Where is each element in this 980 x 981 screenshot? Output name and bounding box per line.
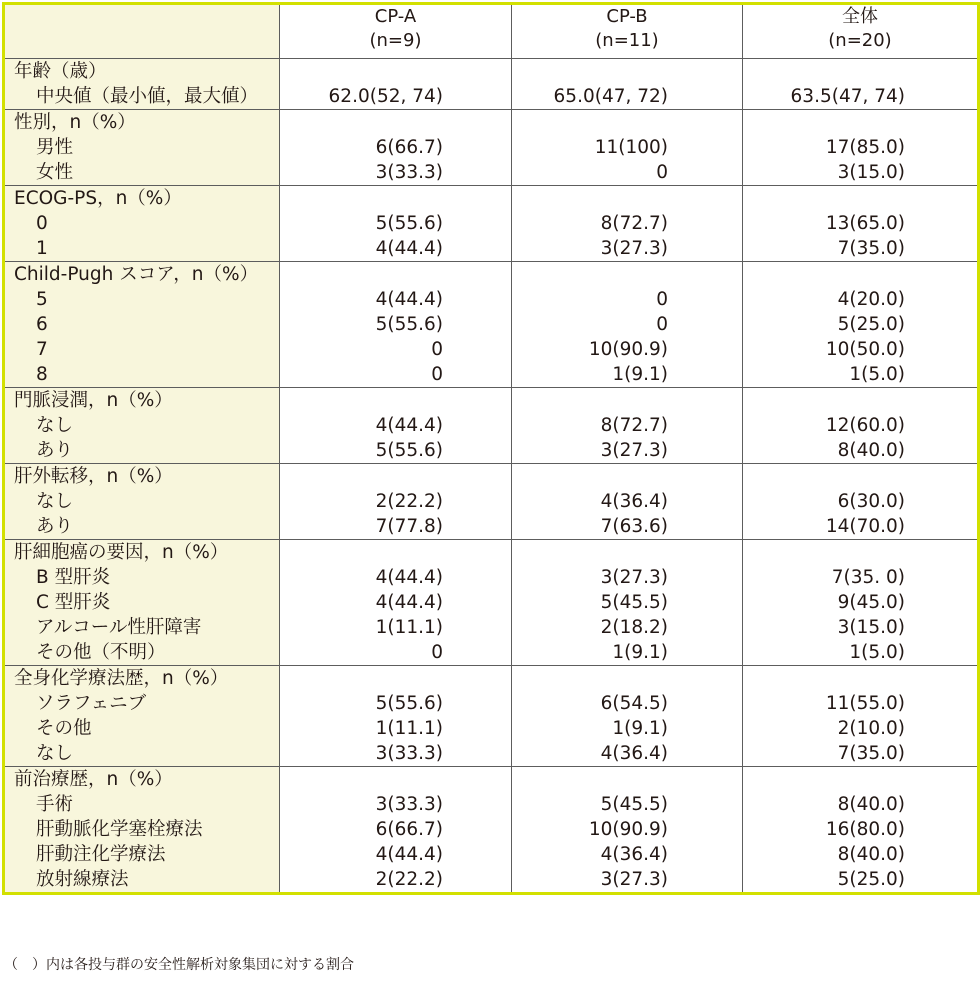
section-title-spacer	[280, 388, 511, 413]
value: 4(44.4)	[375, 289, 443, 310]
value: 10(90.9)	[588, 339, 668, 360]
column-header-count: (n=11)	[595, 30, 659, 51]
value: 1(5.0)	[849, 642, 905, 663]
section-title: ECOG-PS，n（%）	[14, 188, 182, 209]
value: 0	[656, 314, 668, 335]
section-title-spacer	[512, 540, 742, 565]
section-title-spacer	[280, 262, 511, 287]
value: 2(18.2)	[600, 617, 668, 638]
column-header-count: (n=20)	[828, 30, 892, 51]
column-header-name: 全体	[842, 6, 878, 27]
section-title-spacer	[743, 59, 977, 84]
table-section-row	[5, 666, 978, 767]
section-title-spacer	[280, 464, 511, 489]
value: 5(55.6)	[375, 213, 443, 234]
section-title-spacer	[280, 186, 511, 211]
value: 11(55.0)	[825, 693, 905, 714]
row-label: 6	[36, 314, 48, 335]
row-label: なし	[36, 415, 74, 436]
value: 10(90.9)	[588, 819, 668, 840]
section-title: 全身化学療法歴，n（%）	[14, 668, 229, 689]
section-title: 肝外転移，n（%）	[14, 466, 173, 487]
value: 11(100)	[594, 137, 668, 158]
row-label: 女性	[36, 162, 74, 183]
section-title-spacer	[743, 666, 977, 691]
row-label: その他（不明）	[36, 642, 166, 663]
section-title-spacer	[743, 388, 977, 413]
section-label-cell	[5, 464, 280, 540]
value: 7(35. 0)	[831, 567, 905, 588]
row-label: 8	[36, 364, 48, 385]
value: 4(44.4)	[375, 415, 443, 436]
cp-a-values-cell	[280, 388, 512, 464]
table-section-row	[5, 186, 978, 262]
section-title-spacer	[512, 666, 742, 691]
section-title-spacer	[743, 540, 977, 565]
table-body	[5, 59, 978, 893]
column-header-cp-a	[280, 5, 512, 59]
table-section-row	[5, 59, 978, 110]
section-title-spacer	[280, 666, 511, 691]
section-label-cell	[5, 666, 280, 767]
baseline-characteristics-table	[4, 4, 978, 893]
footnote: （ ）内は各投与群の安全性解析対象集団に対する割合	[4, 957, 354, 973]
cp-b-values-cell	[512, 110, 743, 186]
table-section-row	[5, 110, 978, 186]
value: 4(36.4)	[600, 844, 668, 865]
value: 9(45.0)	[837, 592, 905, 613]
section-label-cell	[5, 59, 280, 110]
value: 1(9.1)	[612, 718, 668, 739]
value: 63.5(47, 74)	[790, 86, 905, 107]
section-title-spacer	[280, 59, 511, 84]
value: 17(85.0)	[825, 137, 905, 158]
table-section-row	[5, 540, 978, 666]
total-values-cell	[743, 540, 978, 666]
value: 6(54.5)	[600, 693, 668, 714]
value: 3(33.3)	[375, 743, 443, 764]
value: 5(45.5)	[600, 794, 668, 815]
cp-b-values-cell	[512, 767, 743, 893]
cp-b-values-cell	[512, 59, 743, 110]
value: 13(65.0)	[825, 213, 905, 234]
row-label: 1	[36, 238, 48, 259]
value: 12(60.0)	[825, 415, 905, 436]
value: 6(66.7)	[375, 137, 443, 158]
section-title-spacer	[512, 110, 742, 135]
section-title: 肝細胞癌の要因，n（%）	[14, 542, 229, 563]
value: 3(15.0)	[837, 617, 905, 638]
value: 2(22.2)	[375, 491, 443, 512]
column-header-total	[743, 5, 978, 59]
section-label-cell	[5, 767, 280, 893]
table-section-row	[5, 767, 978, 893]
value: 5(55.6)	[375, 314, 443, 335]
cp-b-values-cell	[512, 388, 743, 464]
value: 2(22.2)	[375, 869, 443, 890]
row-label: B 型肝炎	[36, 567, 111, 588]
value: 4(36.4)	[600, 743, 668, 764]
total-values-cell	[743, 767, 978, 893]
cp-b-values-cell	[512, 186, 743, 262]
section-label-cell	[5, 186, 280, 262]
table-section-row	[5, 388, 978, 464]
cp-b-values-cell	[512, 666, 743, 767]
section-title-spacer	[743, 262, 977, 287]
cp-b-values-cell	[512, 540, 743, 666]
value: 5(25.0)	[837, 869, 905, 890]
total-values-cell	[743, 110, 978, 186]
section-title: 門脈浸潤，n（%）	[14, 390, 173, 411]
section-title-spacer	[512, 186, 742, 211]
value: 5(25.0)	[837, 314, 905, 335]
section-title-spacer	[280, 110, 511, 135]
table-section-row	[5, 262, 978, 388]
table-header-row	[5, 5, 978, 59]
value: 0	[431, 364, 443, 385]
cp-b-values-cell	[512, 464, 743, 540]
row-label: アルコール性肝障害	[36, 617, 202, 638]
row-label: その他	[36, 718, 92, 739]
section-title-spacer	[743, 186, 977, 211]
row-label: 男性	[36, 137, 74, 158]
header-corner-cell	[5, 5, 280, 59]
value: 7(77.8)	[375, 516, 443, 537]
value: 3(33.3)	[375, 794, 443, 815]
table-section-row	[5, 464, 978, 540]
section-title-spacer	[512, 59, 742, 84]
cp-a-values-cell	[280, 464, 512, 540]
section-title-spacer	[743, 110, 977, 135]
value: 62.0(52, 74)	[328, 86, 443, 107]
row-label: ソラフェニブ	[36, 693, 147, 714]
row-label: C 型肝炎	[36, 592, 111, 613]
total-values-cell	[743, 59, 978, 110]
value: 7(63.6)	[600, 516, 668, 537]
section-title-spacer	[512, 388, 742, 413]
value: 7(35.0)	[837, 743, 905, 764]
value: 1(11.1)	[375, 718, 443, 739]
row-label: 5	[36, 289, 48, 310]
value: 3(33.3)	[375, 162, 443, 183]
value: 0	[431, 339, 443, 360]
section-title-spacer	[280, 540, 511, 565]
value: 8(72.7)	[600, 213, 668, 234]
value: 65.0(47, 72)	[553, 86, 668, 107]
value: 10(50.0)	[825, 339, 905, 360]
value: 8(72.7)	[600, 415, 668, 436]
section-title-spacer	[743, 464, 977, 489]
value: 4(44.4)	[375, 567, 443, 588]
row-label: あり	[36, 516, 74, 537]
section-title: 性別，n（%）	[14, 112, 136, 133]
value: 1(9.1)	[612, 642, 668, 663]
value: 3(27.3)	[600, 440, 668, 461]
row-label: なし	[36, 743, 74, 764]
cp-a-values-cell	[280, 262, 512, 388]
value: 1(11.1)	[375, 617, 443, 638]
cp-a-values-cell	[280, 186, 512, 262]
column-header-count: (n=9)	[369, 30, 422, 51]
section-label-cell	[5, 110, 280, 186]
value: 8(40.0)	[837, 794, 905, 815]
section-title: 年齢（歳）	[14, 61, 107, 82]
section-title-spacer	[512, 464, 742, 489]
section-title-spacer	[512, 767, 742, 792]
value: 5(55.6)	[375, 440, 443, 461]
total-values-cell	[743, 186, 978, 262]
value: 4(44.4)	[375, 592, 443, 613]
value: 4(36.4)	[600, 491, 668, 512]
value: 3(15.0)	[837, 162, 905, 183]
value: 1(5.0)	[849, 364, 905, 385]
total-values-cell	[743, 464, 978, 540]
total-values-cell	[743, 262, 978, 388]
total-values-cell	[743, 388, 978, 464]
value: 3(27.3)	[600, 567, 668, 588]
row-label: 7	[36, 339, 48, 360]
value: 14(70.0)	[825, 516, 905, 537]
value: 5(55.6)	[375, 693, 443, 714]
cp-b-values-cell	[512, 262, 743, 388]
row-label: あり	[36, 440, 74, 461]
value: 2(10.0)	[837, 718, 905, 739]
value: 0	[656, 289, 668, 310]
row-label: 中央値（最小値，最大値）	[36, 86, 259, 107]
value: 7(35.0)	[837, 238, 905, 259]
value: 4(44.4)	[375, 238, 443, 259]
section-title: Child-Pugh スコア，n（%）	[14, 264, 259, 285]
column-header-name: CP-A	[374, 6, 417, 27]
value: 0	[431, 642, 443, 663]
value: 6(30.0)	[837, 491, 905, 512]
section-title-spacer	[512, 262, 742, 287]
section-label-cell	[5, 262, 280, 388]
section-title: 前治療歴，n（%）	[14, 769, 173, 790]
value: 1(9.1)	[612, 364, 668, 385]
cp-a-values-cell	[280, 110, 512, 186]
cp-a-values-cell	[280, 666, 512, 767]
total-values-cell	[743, 666, 978, 767]
row-label: 放射線療法	[36, 869, 129, 890]
value: 3(27.3)	[600, 238, 668, 259]
value: 16(80.0)	[825, 819, 905, 840]
value: 8(40.0)	[837, 844, 905, 865]
row-label: 肝動脈化学塞栓療法	[36, 819, 203, 840]
section-title-spacer	[280, 767, 511, 792]
row-label: 0	[36, 213, 48, 234]
section-label-cell	[5, 388, 280, 464]
section-title-spacer	[743, 767, 977, 792]
value: 4(20.0)	[837, 289, 905, 310]
row-label: なし	[36, 491, 74, 512]
row-label: 肝動注化学療法	[36, 844, 166, 865]
cp-a-values-cell	[280, 59, 512, 110]
value: 4(44.4)	[375, 844, 443, 865]
value: 5(45.5)	[600, 592, 668, 613]
column-header-cp-b	[512, 5, 743, 59]
value: 6(66.7)	[375, 819, 443, 840]
section-label-cell	[5, 540, 280, 666]
value: 8(40.0)	[837, 440, 905, 461]
cp-a-values-cell	[280, 540, 512, 666]
value: 0	[656, 162, 668, 183]
column-header-name: CP-B	[606, 6, 648, 27]
cp-a-values-cell	[280, 767, 512, 893]
value: 3(27.3)	[600, 869, 668, 890]
row-label: 手術	[36, 794, 74, 815]
